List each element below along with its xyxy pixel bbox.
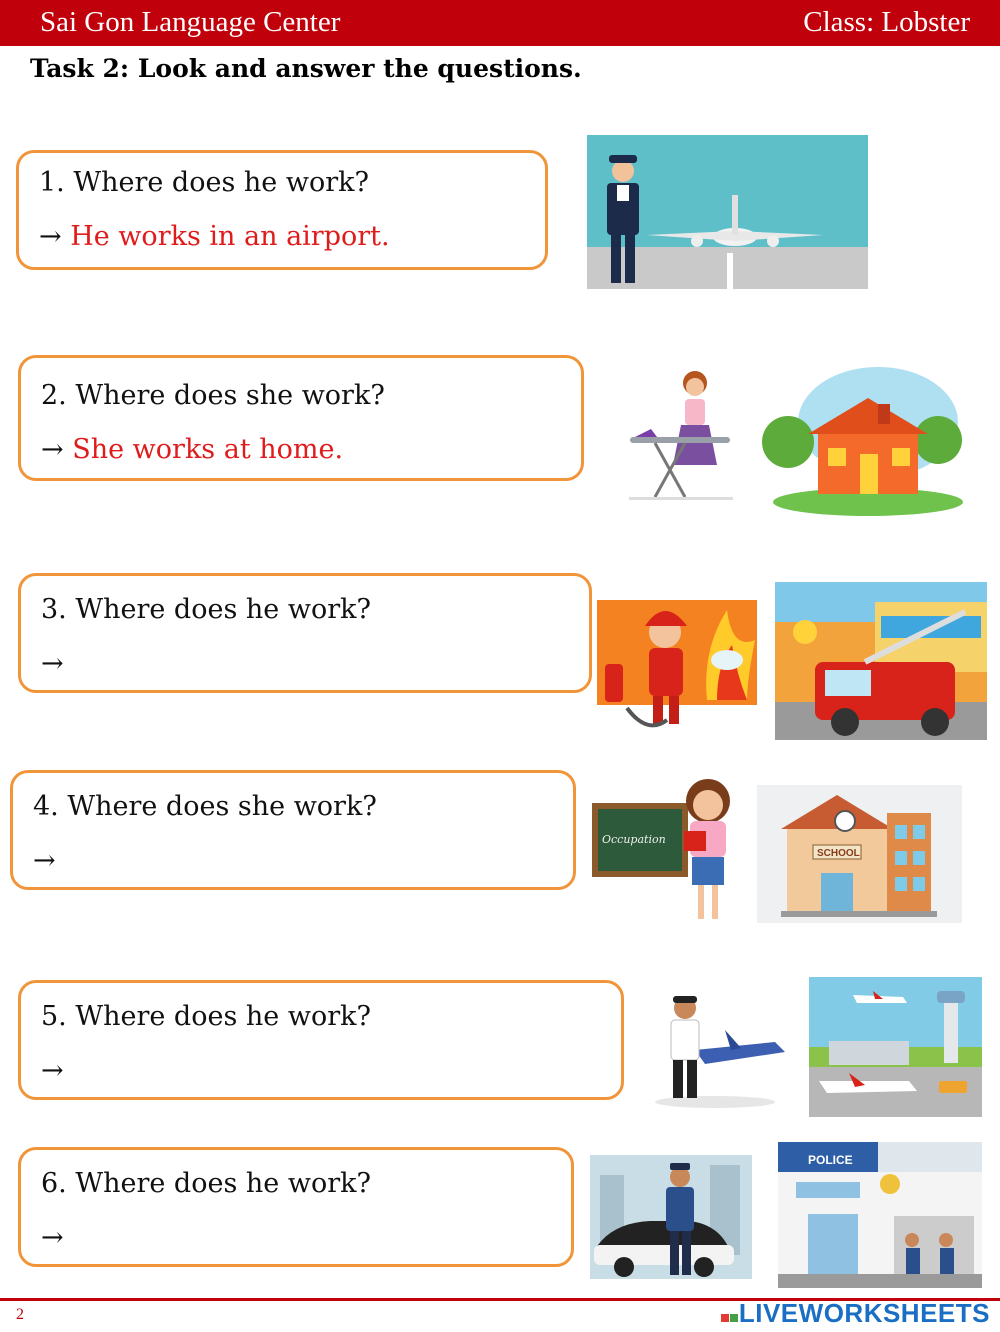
watermark-text: LIVEWORKSHEETS xyxy=(738,1298,990,1328)
question-text-1: 1. Where does he work? xyxy=(39,167,369,198)
woman-ironing-image xyxy=(625,365,735,505)
police-officer-image xyxy=(590,1155,752,1279)
answer-line-4[interactable] xyxy=(33,845,56,876)
airport-image xyxy=(809,977,982,1117)
arrow-icon: → xyxy=(41,1055,64,1086)
firefighter-image xyxy=(597,590,757,738)
question-box-5 xyxy=(18,980,624,1100)
arrow-icon: → xyxy=(39,221,62,252)
question-text-2: 2. Where does she work? xyxy=(41,380,385,411)
arrow-icon: → xyxy=(41,648,64,679)
question-text-3: 3. Where does he work? xyxy=(41,594,371,625)
liveworksheets-watermark xyxy=(721,1298,990,1329)
question-text-4: 4. Where does she work? xyxy=(33,791,377,822)
logo-block-icon xyxy=(730,1314,738,1322)
fire-station-image xyxy=(775,582,987,740)
police-sign-text: POLICE xyxy=(808,1153,853,1167)
header-bar xyxy=(0,0,1000,46)
answer-line-3[interactable] xyxy=(41,648,64,679)
pilot-plane-image xyxy=(645,990,790,1110)
question-text-6: 6. Where does he work? xyxy=(41,1168,371,1199)
question-text-5: 5. Where does he work? xyxy=(41,1001,371,1032)
task-title: Task 2: Look and answer the questions. xyxy=(30,54,582,83)
arrow-icon: → xyxy=(33,845,56,876)
logo-block-icon xyxy=(721,1314,729,1322)
arrow-icon: → xyxy=(41,434,64,465)
question-box-4 xyxy=(10,770,576,890)
house-image xyxy=(758,362,968,517)
teacher-image xyxy=(590,775,745,923)
school-image xyxy=(757,785,962,923)
answer-text-1: He works in an airport. xyxy=(70,221,390,252)
question-box-3 xyxy=(18,573,592,693)
answer-line-1[interactable] xyxy=(39,221,390,252)
answer-line-6[interactable] xyxy=(41,1222,64,1253)
school-sign-text: SCHOOL xyxy=(817,848,860,859)
answer-text-2: She works at home. xyxy=(72,434,344,465)
question-box-2 xyxy=(18,355,584,481)
arrow-icon: → xyxy=(41,1222,64,1253)
question-box-1 xyxy=(16,150,548,270)
chalkboard-text: Occupation xyxy=(602,833,666,846)
police-station-image xyxy=(778,1142,982,1288)
page-number: 2 xyxy=(16,1306,24,1323)
class-label: Class: Lobster xyxy=(803,6,970,38)
pilot-airport-image xyxy=(587,135,868,289)
answer-line-2[interactable] xyxy=(41,434,343,465)
answer-line-5[interactable] xyxy=(41,1055,64,1086)
question-box-6 xyxy=(18,1147,574,1267)
school-name: Sai Gon Language Center xyxy=(40,6,341,38)
